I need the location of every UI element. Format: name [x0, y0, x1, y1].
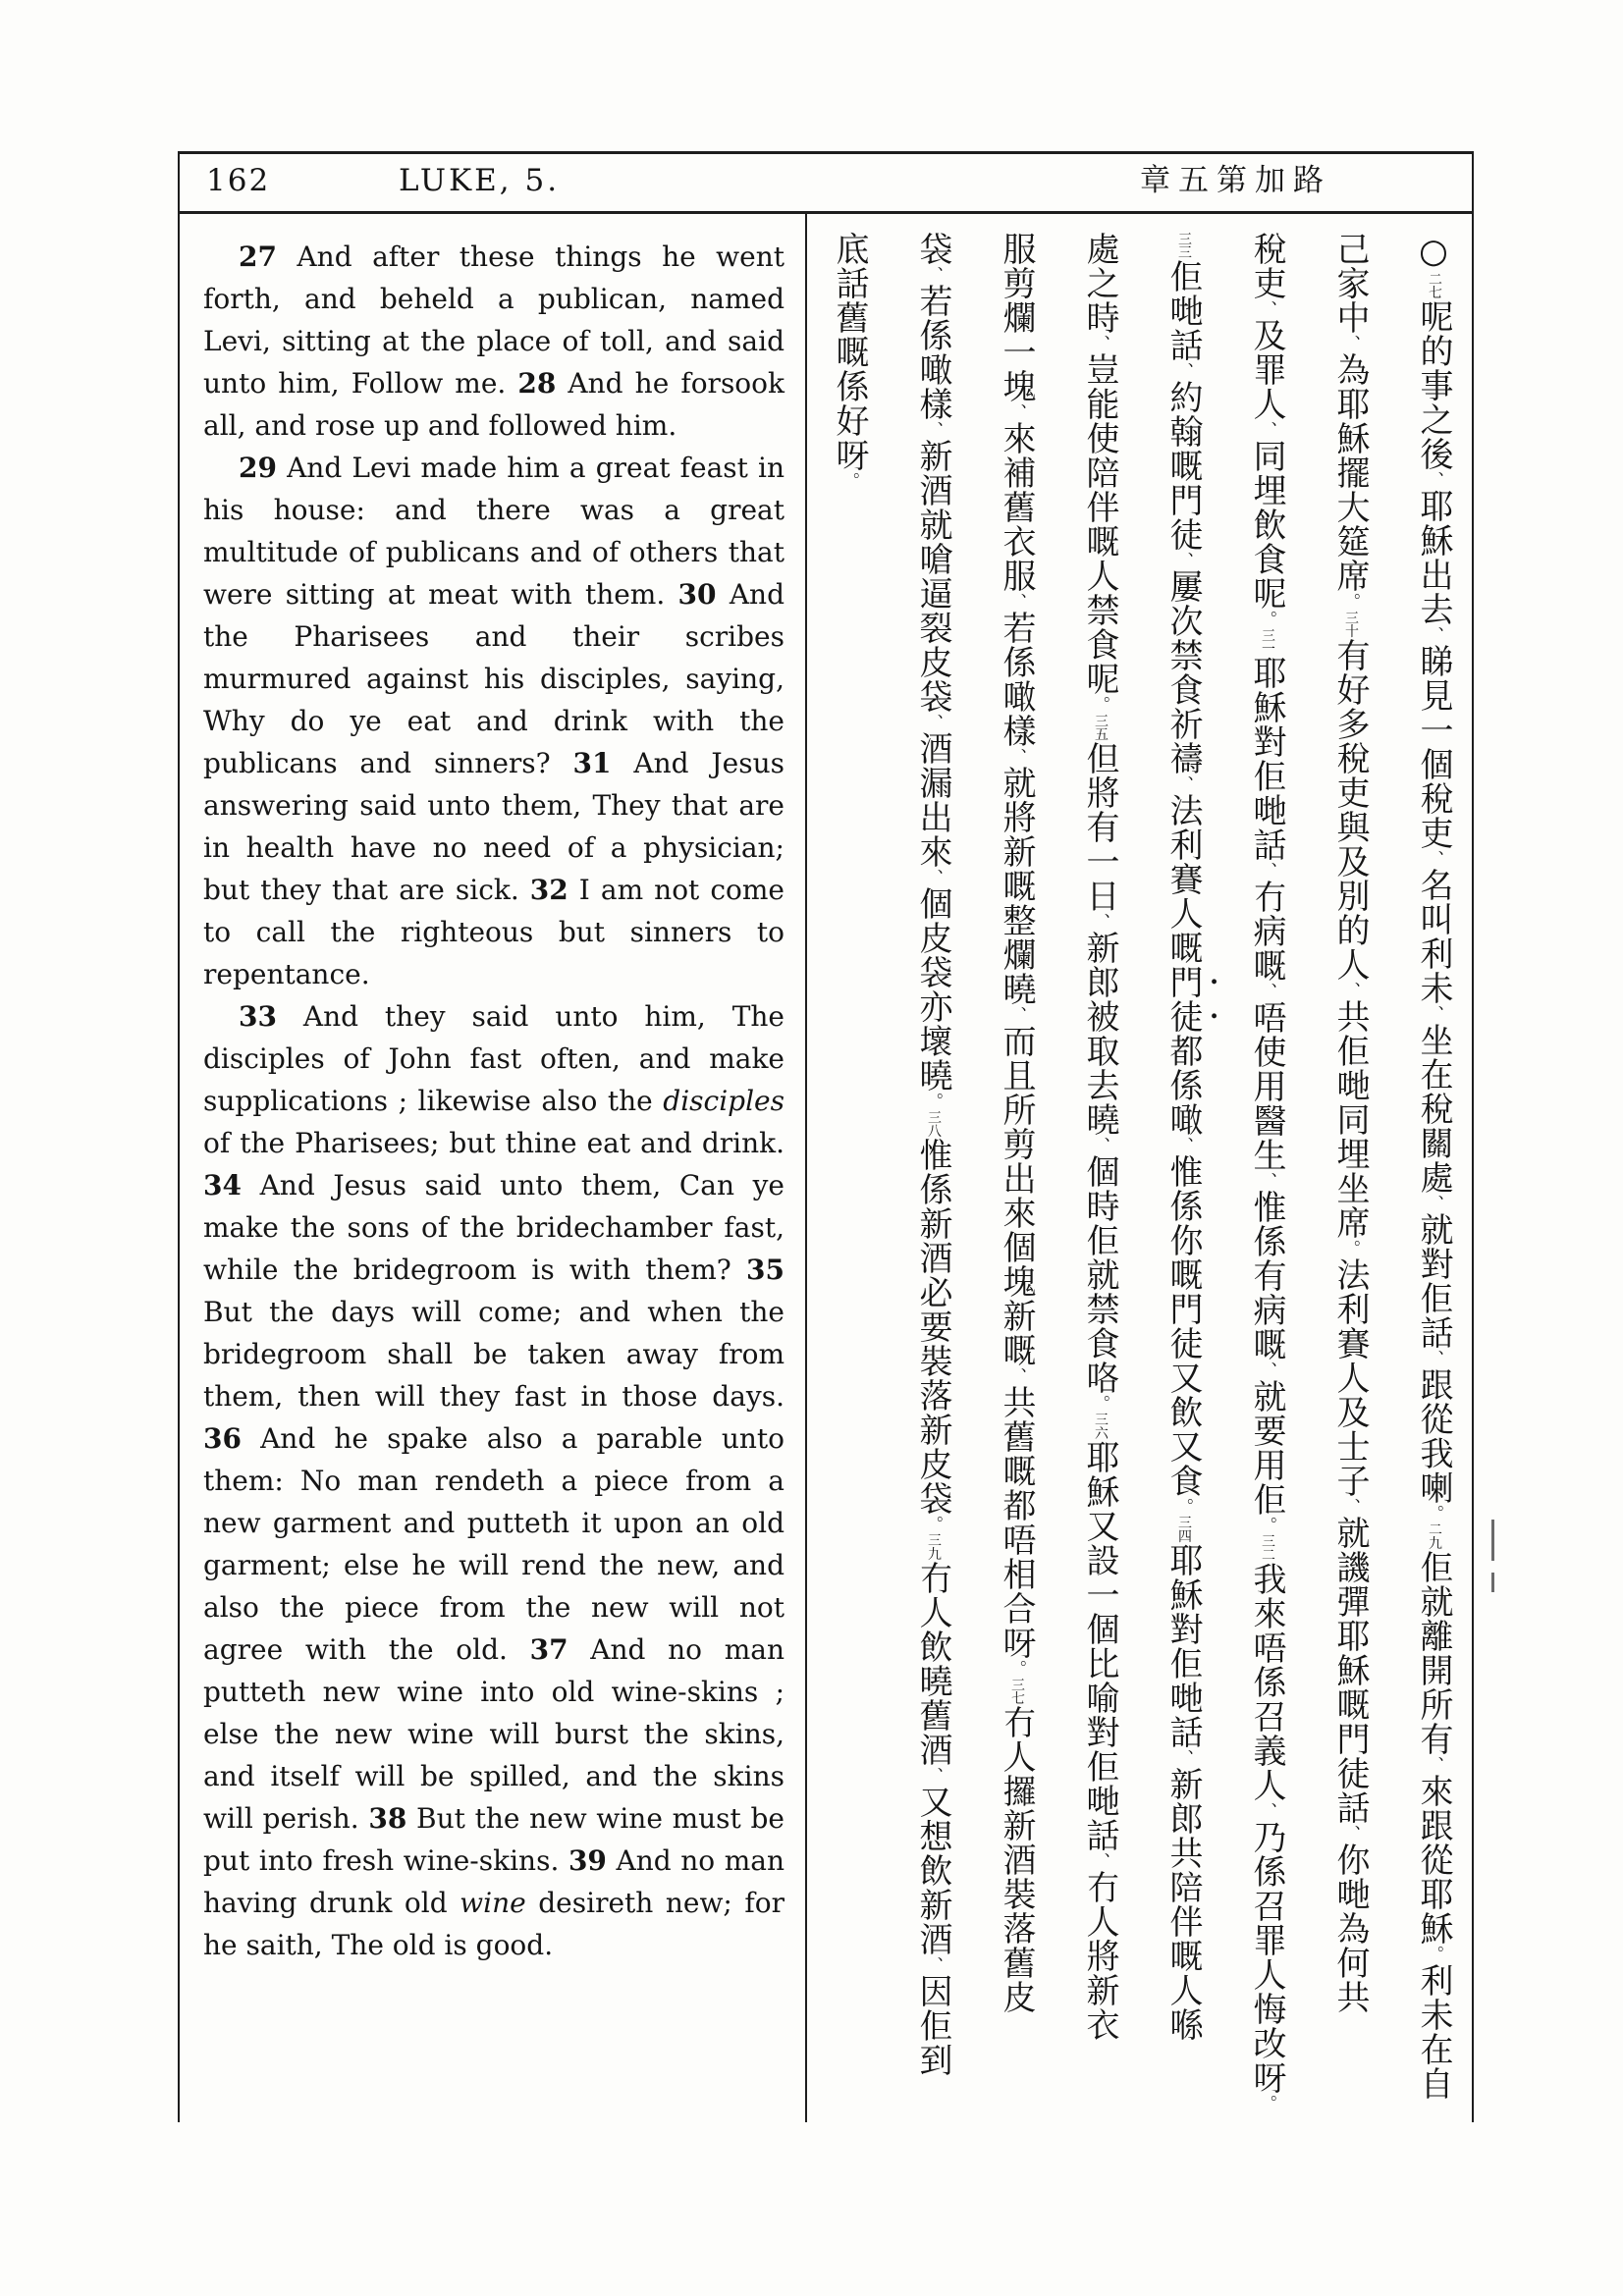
verse-number-chinese: 三四: [1175, 1515, 1191, 1543]
verse-text-chinese: 袋、若係噉樣、新酒就嗆逼裂皮袋、酒漏出來、個皮袋亦壞曉。: [913, 232, 952, 1110]
verse-text: And they said unto him, The disciples of John fast often, and make supplications ; likewise also the: [203, 1000, 784, 1117]
verse-text-chinese: 呢的事之後、耶穌出去、睇見一個稅吏、名叫利未、坐在稅關處、就對佢話、跟從我喇。: [1414, 298, 1453, 1522]
running-title-english: LUKE, 5.: [399, 163, 561, 198]
verse-text-chinese: 都係噉、惟係你嘅門徒又飲又食。: [1163, 1033, 1203, 1516]
verse-number-chinese: 三五: [1092, 714, 1108, 741]
verse-text-chinese: 佢就離開所有、來跟從耶穌。利未在自: [1414, 1549, 1453, 2101]
verse-number: 34: [203, 1169, 242, 1201]
chinese-column: [1308, 232, 1391, 2131]
verse-text-chinese: ○: [1414, 232, 1453, 272]
verse-number: 36: [203, 1422, 242, 1455]
running-title-chinese: 章五第加路: [1140, 163, 1331, 198]
verse-text-chinese: 冇人攞新酒裝落舊皮: [997, 1704, 1036, 2014]
verse-text: And he spake also a parable unto them: No man rendeth a piece from a new garment and putteth it upon an old garment; else he will rend the new, and also the piece from the new will not agree with the old.: [203, 1422, 784, 1666]
verse-number: 27: [239, 240, 277, 273]
verse-paragraph: [203, 447, 784, 995]
verse-text: But the days will come; and when the bridegroom shall be taken away from them, then will they fast in those days.: [203, 1296, 784, 1413]
chinese-column: [1224, 232, 1308, 2131]
page-number: 162: [206, 163, 271, 198]
verse-text: disciples: [663, 1085, 784, 1117]
chinese-column: [807, 232, 891, 2131]
verse-text-chinese: 佢哋話、約翰嘅門徒、屢次禁食祈禱、法利賽人嘅: [1163, 258, 1203, 965]
verse-text: And no man having drunk old: [203, 1844, 784, 1919]
scan-artifact: [1491, 1573, 1494, 1592]
verse-text-chinese: 處之時、豈能使陪伴嘅人禁食呢。: [1080, 232, 1119, 714]
verse-number: 31: [572, 747, 612, 779]
verse-text: of the Pharisees; but thine eat and drink.: [203, 1127, 784, 1159]
verse-text: I am not come to call the righteous but sinners to repentance.: [203, 874, 784, 990]
verse-number: 29: [239, 452, 277, 484]
verse-number: 35: [746, 1254, 784, 1286]
verse-text-chinese: 有好多稅吏與及別的人、共佢哋同埋坐席。法利賽人及士子、就譏彈耶穌嘅門徒話、你哋為何共: [1330, 637, 1370, 2014]
emphasized-text: 門徒: [1163, 964, 1203, 1034]
verse-paragraph: [203, 995, 784, 1966]
verse-number: 32: [529, 874, 568, 906]
chinese-column: [891, 232, 974, 2131]
page-header: [178, 151, 1474, 214]
scan-artifact: [1491, 1520, 1494, 1561]
verse-number: 33: [239, 1000, 277, 1033]
verse-number: 28: [517, 367, 557, 400]
verse-number-chinese: 三九: [925, 1532, 941, 1561]
verse-number-chinese: 三六: [1092, 1412, 1108, 1440]
verse-text: And Jesus said unto them, Can ye make the sons of the bridechamber fast, while the bridegroom is with them?: [203, 1169, 784, 1286]
verse-number-chinese: 三十: [1342, 611, 1358, 638]
verse-number: 37: [529, 1633, 568, 1666]
verse-text: desireth new; for he saith, The old is good.: [203, 1887, 784, 1961]
verse-text: And he forsook all, and rose up and followed him.: [203, 367, 784, 442]
verse-text-chinese: 底話舊嘅係好呀。: [830, 232, 869, 490]
chinese-column: [1057, 232, 1141, 2131]
verse-paragraph: [203, 236, 784, 447]
verse-text-chinese: 惟係新酒必要裝落新皮袋。: [913, 1137, 952, 1533]
verse-text-chinese: 耶穌對佢哋話、冇病嘅、唔使用醫生、惟係有病嘅、就要用佢。: [1247, 655, 1286, 1534]
verse-text: And Levi made him a great feast in his house: and there was a great multitude of publicans and of others that were sitting at meat with them.: [203, 452, 784, 611]
verse-number-chinese: 三八: [925, 1110, 941, 1138]
chinese-text: [807, 232, 1475, 2131]
verse-text-chinese: 冇人飲曉舊酒、又想飲新酒、因佢到: [913, 1560, 952, 2077]
chinese-column: [974, 232, 1057, 2131]
verse-text: And Jesus answering said unto them, They that are in health have no need of a physician; but they that are sick.: [203, 747, 784, 906]
verse-number-chinese: 二七: [1426, 272, 1441, 299]
verse-number: 38: [368, 1802, 407, 1835]
verse-text-chinese: 服剪爛一塊、來補舊衣服、若係噉樣、就將新嘅整爛曉、而且所剪出來個塊新嘅、共舊嘅都唔相合呀。: [997, 232, 1036, 1678]
verse-number-chinese: 三二: [1259, 1533, 1274, 1562]
verse-number-chinese: 三七: [1008, 1678, 1024, 1705]
chinese-column: [1391, 232, 1475, 2131]
verse-text: But the new wine must be put into fresh wine-skins.: [203, 1802, 784, 1877]
verse-number: 39: [568, 1844, 607, 1877]
chinese-column: [1141, 232, 1224, 2131]
verse-text-chinese: 我來唔係召義人、乃係召罪人悔改呀。: [1247, 1561, 1286, 2112]
verse-number-chinese: 三三: [1175, 232, 1191, 259]
verse-number-chinese: 三一: [1259, 628, 1274, 656]
verse-number-chinese: 二九: [1426, 1522, 1441, 1550]
verse-text-chinese: 己家中、為耶穌擺大筵席。: [1330, 232, 1370, 611]
verse-text: And after these things he went forth, and beheld a publican, named Levi, sitting at the place of toll, and said unto him, Follow me.: [203, 240, 784, 400]
english-text: [203, 236, 784, 1966]
verse-text-chinese: 稅吏、及罪人、同埋飲食呢。: [1247, 232, 1286, 628]
verse-number: 30: [677, 578, 717, 611]
verse-text: wine: [460, 1887, 526, 1919]
verse-text: And no man putteth new wine into old wine-skins ; else the new wine will burst the skins, and itself will be spilled, and the skins will perish.: [203, 1633, 784, 1835]
verse-text-chinese: 耶穌對佢哋話、新郎共陪伴嘅人喺: [1163, 1542, 1203, 2042]
verse-text-chinese: 耶穌又設一個比喻對佢哋話、冇人將新衣: [1080, 1439, 1119, 2042]
verse-text-chinese: 但將有一日、新郎被取去曉、個時佢就禁食咯。: [1080, 740, 1119, 1413]
verse-text: And the Pharisees and their scribes murmured against his disciples, saying, Why do ye eat and drink with the publicans and sinners?: [203, 578, 784, 779]
